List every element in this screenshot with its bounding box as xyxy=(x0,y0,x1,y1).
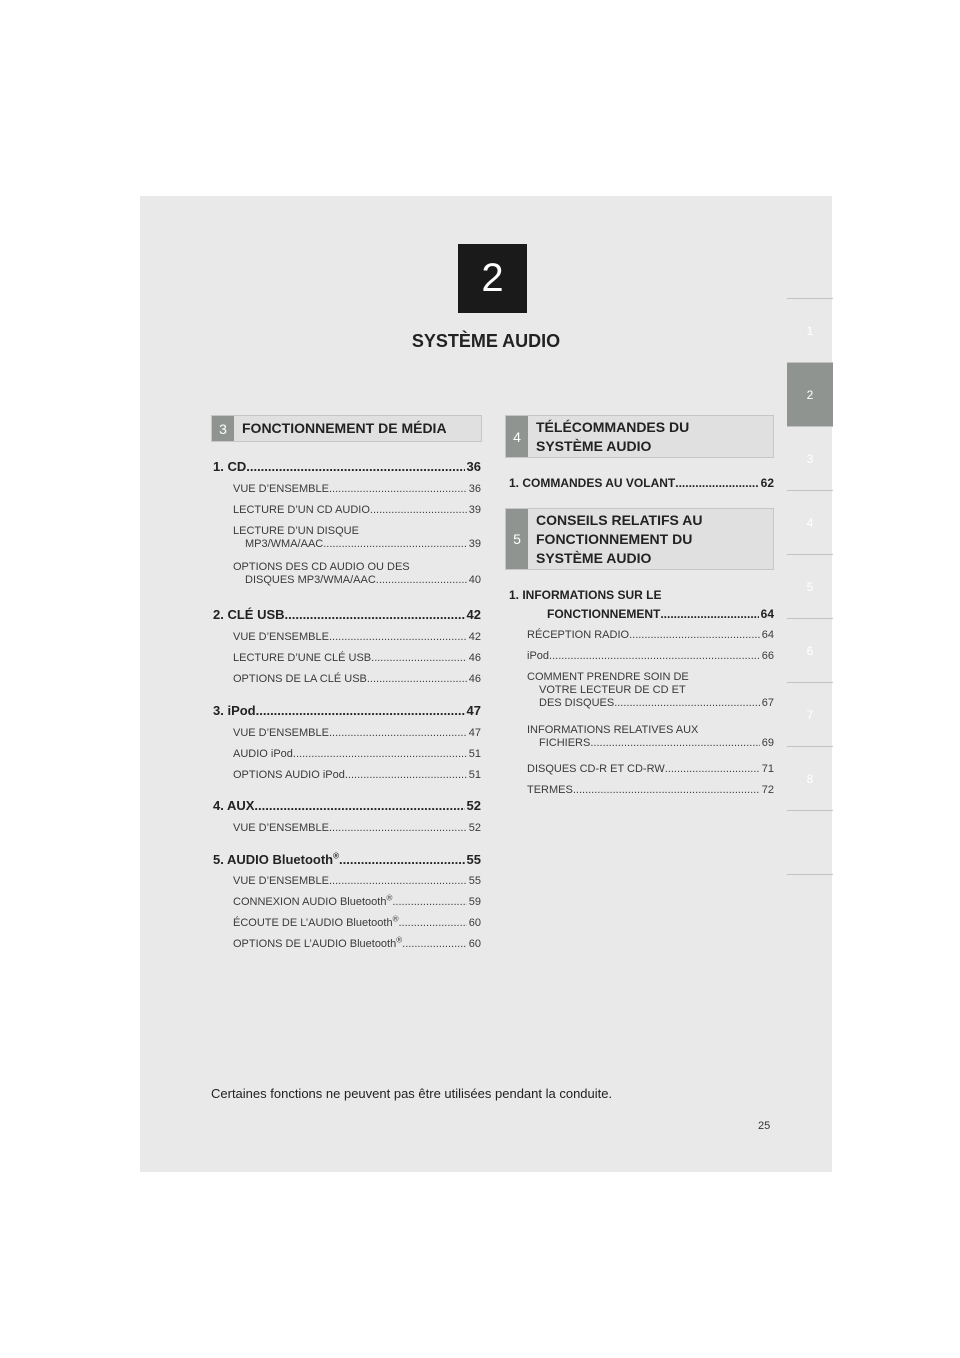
toc-entry-operation-info[interactable]: 1. INFORMATIONS SUR LE FONCTIONNEMENT ..... 64 xyxy=(509,586,774,624)
toc-entry-ipod[interactable]: 3. iPod ..... 47 xyxy=(213,703,481,718)
chapter-tab-4[interactable]: 4 xyxy=(787,490,833,554)
chapter-tab-8[interactable]: 8 xyxy=(787,746,833,810)
section-header-5 xyxy=(505,508,774,570)
chapter-tab-3[interactable]: 3 xyxy=(787,426,833,490)
toc-sub-entry[interactable]: RÉCEPTION RADIO ..... 64 xyxy=(527,629,774,642)
toc-sub-entry[interactable]: OPTIONS DE LA CLÉ USB ..... 46 xyxy=(233,673,481,686)
section-header-4 xyxy=(505,415,774,458)
toc-entry-aux[interactable]: 4. AUX ..... 52 xyxy=(213,798,481,813)
toc-sub-entry[interactable]: OPTIONS DE L’AUDIO Bluetooth® ..... 60 xyxy=(233,938,481,951)
chapter-tab-2[interactable]: 2 xyxy=(787,362,833,426)
toc-sub-entry[interactable]: TERMES ..... 72 xyxy=(527,784,774,797)
chapter-number-box xyxy=(458,244,527,313)
toc-sub-entry[interactable]: LECTURE D’UN CD AUDIO ..... 39 xyxy=(233,504,481,517)
section-title: TÉLÉCOMMANDES DU SYSTÈME AUDIO xyxy=(536,418,690,454)
footer-note: Certaines fonctions ne peuvent pas être utilisées pendant la conduite. xyxy=(211,1086,613,1101)
toc-sub-entry[interactable]: DISQUES CD-R ET CD-RW ..... 71 xyxy=(527,763,774,776)
section-number: 3 xyxy=(212,416,234,441)
chapter-tabs xyxy=(787,298,833,875)
toc-sub-entry[interactable]: LECTURE D’UN DISQUE MP3/WMA/AAC ..... 39 xyxy=(233,525,481,551)
chapter-tab-1[interactable]: 1 xyxy=(787,298,833,362)
toc-sub-entry[interactable]: LECTURE D’UNE CLÉ USB ..... 46 xyxy=(233,652,481,665)
toc-entry-steering-controls[interactable]: 1. COMMANDES AU VOLANT ..... 62 xyxy=(509,474,774,493)
section-title: FONCTIONNEMENT DE MÉDIA xyxy=(242,420,447,436)
chapter-tab-6[interactable]: 6 xyxy=(787,618,833,682)
toc-sub-entry[interactable]: VUE D’ENSEMBLE ..... 55 xyxy=(233,875,481,888)
toc-sub-entry[interactable]: VUE D’ENSEMBLE ..... 36 xyxy=(233,483,481,496)
section-header-3 xyxy=(211,415,482,442)
toc-sub-entry[interactable]: INFORMATIONS RELATIVES AUX FICHIERS ..... 69 xyxy=(527,724,774,750)
section-title: CONSEILS RELATIFS AU FONCTIONNEMENT DU SYSTÈME AUDIO xyxy=(536,511,703,566)
toc-sub-entry[interactable]: ÉCOUTE DE L’AUDIO Bluetooth® ..... 60 xyxy=(233,917,481,930)
toc-sub-entry[interactable]: OPTIONS AUDIO iPod ..... 51 xyxy=(233,769,481,782)
section-number: 4 xyxy=(506,416,528,457)
toc-sub-entry[interactable]: CONNEXION AUDIO Bluetooth® ..... 59 xyxy=(233,896,481,909)
toc-entry-cd[interactable]: 1. CD ..... 36 xyxy=(213,459,481,474)
toc-sub-entry[interactable]: VUE D’ENSEMBLE ..... 47 xyxy=(233,727,481,740)
toc-sub-entry[interactable]: OPTIONS DES CD AUDIO OU DES DISQUES MP3/WMA/AAC ..... 40 xyxy=(233,561,481,587)
toc-entry-usb[interactable]: 2. CLÉ USB ..... 42 xyxy=(213,607,481,622)
toc-sub-entry[interactable]: VUE D’ENSEMBLE ..... 52 xyxy=(233,822,481,835)
toc-entry-bluetooth[interactable]: 5. AUDIO Bluetooth® ..... 55 xyxy=(213,852,481,867)
chapter-title: SYSTÈME AUDIO xyxy=(411,331,561,351)
toc-sub-entry[interactable]: iPod ..... 66 xyxy=(527,650,774,663)
chapter-tab-5[interactable]: 5 xyxy=(787,554,833,618)
toc-sub-entry[interactable]: VUE D’ENSEMBLE ..... 42 xyxy=(233,631,481,644)
toc-sub-entry[interactable]: AUDIO iPod ..... 51 xyxy=(233,748,481,761)
chapter-number: 2 xyxy=(481,256,504,300)
page-number: 25 xyxy=(758,1120,771,1132)
section-number: 5 xyxy=(506,509,528,569)
chapter-tab-7[interactable]: 7 xyxy=(787,682,833,746)
chapter-tab-blank[interactable] xyxy=(787,810,833,875)
toc-sub-entry[interactable]: COMMENT PRENDRE SOIN DE VOTRE LECTEUR DE CD ET DES DISQUES ..... 67 xyxy=(527,671,774,710)
